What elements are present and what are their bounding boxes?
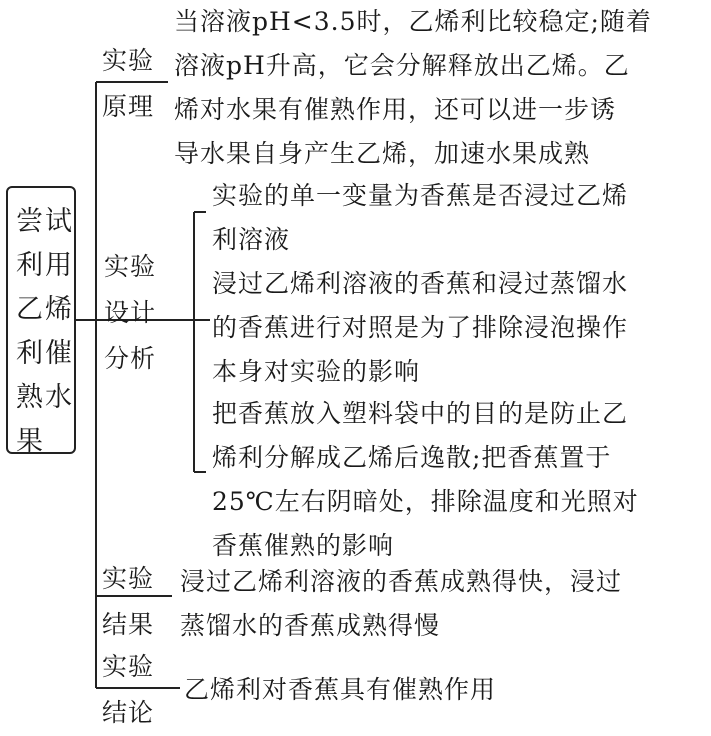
design-item-3: 把香蕉放入塑料袋中的目的是防止乙 烯利分解成乙烯后逸散;把香蕉置于 25℃左右阴暗处，排除温度和光照对 香蕉催熟的影响: [212, 399, 639, 560]
design-item-2: 浸过乙烯利溶液的香蕉和浸过蒸馏水 的香蕉进行对照是为了排除浸泡操作 本身对实验的影响: [212, 269, 629, 386]
result-text: 浸过乙烯利溶液的香蕉成熟得快，浸过 蒸馏水的香蕉成熟得慢: [180, 567, 623, 640]
design-label: 实验 设计 分析: [104, 252, 157, 373]
principle-text: 当溶液pH<3.5时，乙烯利比较稳定;随着 溶液pH升高，它会分解释放出乙烯。乙 烯对水果有催熟作用，还可以进一步诱 导水果自身产生乙烯，加速水果成熟: [174, 7, 652, 168]
principle-label: 实验 原理: [102, 46, 155, 121]
root-topic: 尝试 利用 乙烯 利催 熟水 果: [6, 186, 76, 454]
result-label: 实验 结果: [102, 564, 155, 639]
conclusion-label: 实验 结论: [102, 652, 155, 727]
design-item-1: 实验的单一变量为香蕉是否浸过乙烯 利溶液: [212, 181, 629, 254]
conclusion-text: 乙烯利对香蕉具有催熟作用: [184, 675, 497, 704]
